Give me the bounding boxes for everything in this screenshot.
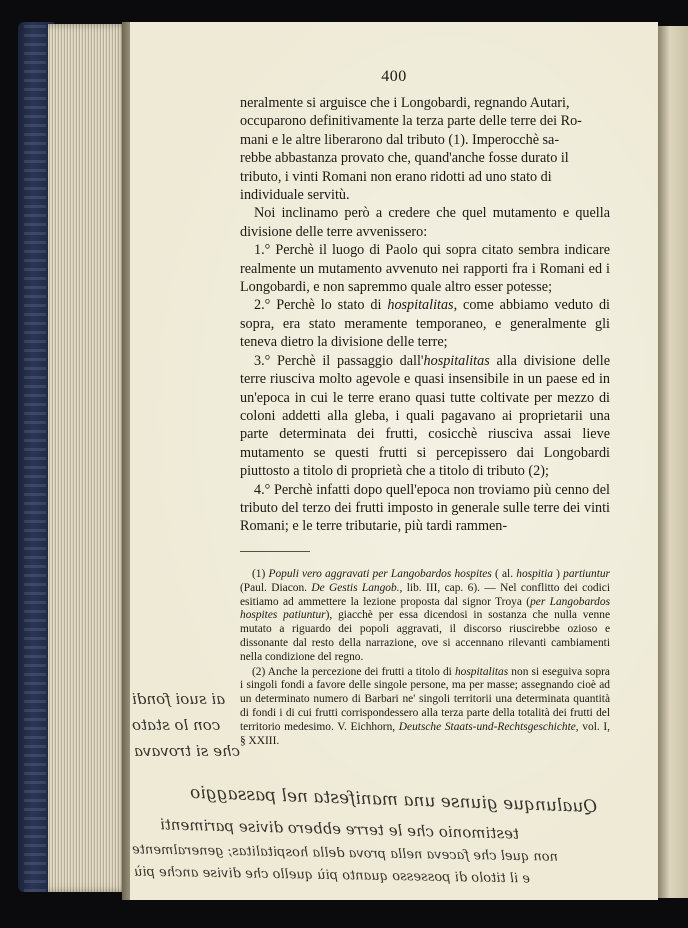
text-line: neralmente si arguisce che i Longobardi, regnando Autari, — [240, 95, 570, 111]
item-text: alla divisione delle terre riusciva molto agevole e quasi insensibile in un paese ed in un'epoca in cui le terre erano quasi tutte coltivate per mezzo di coloni addetti alla gleba, i quali pagavano ai proprietarii una parte determinata dei frutti, cosicchè riusciva assai lieve mutamento se questi frutti si percepissero dai Longobardi piuttosto a titolo di proprietà che a titolo di tributo (2); — [240, 352, 610, 480]
main-text — [240, 94, 610, 536]
fn-text: ), giacchè per essa dicendosi in sostanza che nulla venne mutato a riguardo dei popoli aggravati, il discorso riuscirebbe ozioso e dissonante dal resto della narrazione, ove si accennano rilevanti cambiamenti nella condizione del regno. — [240, 609, 611, 663]
fn-text: ( al. — [491, 568, 517, 580]
handwriting-margin-3: che si trovava — [134, 742, 241, 760]
fn-text: lib. III, cap. 6). — Nel conflitto dei codici esitiamo ad ammettere la lezione proposta dal signor Troya ( — [240, 581, 610, 608]
fn-italic: Deutsche Staats-und-Rechtsgeschichte — [398, 720, 576, 733]
handwriting-bottom-3: non quel che faceva nella prova della hospitalitas; generalmente — [131, 842, 559, 865]
handwriting-margin-2: con lo stato — [132, 716, 221, 734]
fn-text: ) — [552, 568, 564, 580]
list-item-2 — [240, 296, 610, 351]
footnote-1 — [240, 568, 610, 665]
footnotes — [240, 568, 610, 749]
item-text: come abbiamo veduto di sopra, era stato meramente temporaneo, e generalmente gli teneva dietro la divisione delle terre; — [240, 297, 610, 351]
page-stack — [48, 24, 130, 892]
fn-text: non si eseguiva sopra i singoli fondi a favore delle singole persone, ma per masse; assegnando cioè ad un determinato numero di Barbari ne' singoli territorii una determinata quantità di fondi i di cui frutti corrispondessero alla terza parte della totalità dei frutti del territorio medesimo. V. Eichhorn, — [240, 665, 610, 733]
list-item-1: 1.° Perchè il luogo di Paolo qui sopra citato sembra indicare realmente un mutamento avvenuto nei rapporti fra i Romani ed i Longobardi, e non sapremmo quale altro esser potesse; — [240, 242, 610, 296]
footnote-2 — [240, 666, 610, 749]
text-line: individuale servitù. — [240, 187, 350, 204]
list-item-4: 4.° Perchè infatti dopo quell'epoca non troviamo più cenno del tributo del terzo dei frutti imposto in generale sulle terre dei vinti Romani; e le terre tributarie, più tardi rammen- — [240, 481, 610, 535]
fn-text: (2) Anche la percezione dei frutti a titolo di — [252, 665, 455, 678]
fn-italic: Populi vero aggravati per Langobardos hospites — [268, 568, 492, 580]
fn-text: , vol. I, § XXIII. — [240, 720, 611, 747]
fn-italic: per Langobardos hospites patiuntur — [240, 595, 610, 622]
handwriting-bottom-2: testimonio che le terre ebbero divise parimenti — [159, 815, 520, 843]
handwriting-margin-1: ai suoi fondi — [132, 690, 226, 708]
text-line: rebbe abbastanza provato che, quand'anche fosse durato il — [240, 150, 569, 167]
fn-italic: hospitia — [516, 568, 553, 580]
footnote-rule — [240, 551, 310, 552]
item-text: 3.° Perchè il passaggio dall' — [254, 352, 424, 369]
list-item-3 — [240, 352, 610, 481]
text-line: mani e le altre liberarono dal tributo (1). Imperocchè sa- — [240, 131, 560, 148]
italic-term: hospitalitas, — [387, 297, 458, 314]
page-number: 400 — [381, 68, 407, 85]
item-text: 2.° Perchè lo stato di — [254, 297, 388, 314]
fn-italic: partiuntur — [563, 568, 610, 580]
handwriting-bottom-4: e il titolo di possesso quanto più quello che divise anche più — [133, 864, 531, 887]
text-line: occuparono definitivamente la terza parte delle terre dei Ro- — [240, 113, 582, 130]
fn-num: (1) — [252, 568, 269, 580]
italic-term: hospitalitas — [423, 352, 490, 369]
fn-italic: hospitalitas — [454, 665, 509, 678]
fn-text: (Paul. Diacon. — [240, 581, 312, 594]
paragraph-intro: Noi inclinamo però a credere che quel mutamento e quella divisione delle terre avvenissero: — [240, 205, 610, 240]
facing-page-edge — [658, 26, 688, 898]
text-line: tributo, i vinti Romani non erano ridotti ad uno stato di — [240, 168, 552, 185]
fn-italic: De Gestis Langob., — [311, 581, 403, 594]
handwriting-bottom-1: Qualunque giunse una manifesta nel passaggio — [189, 782, 598, 818]
